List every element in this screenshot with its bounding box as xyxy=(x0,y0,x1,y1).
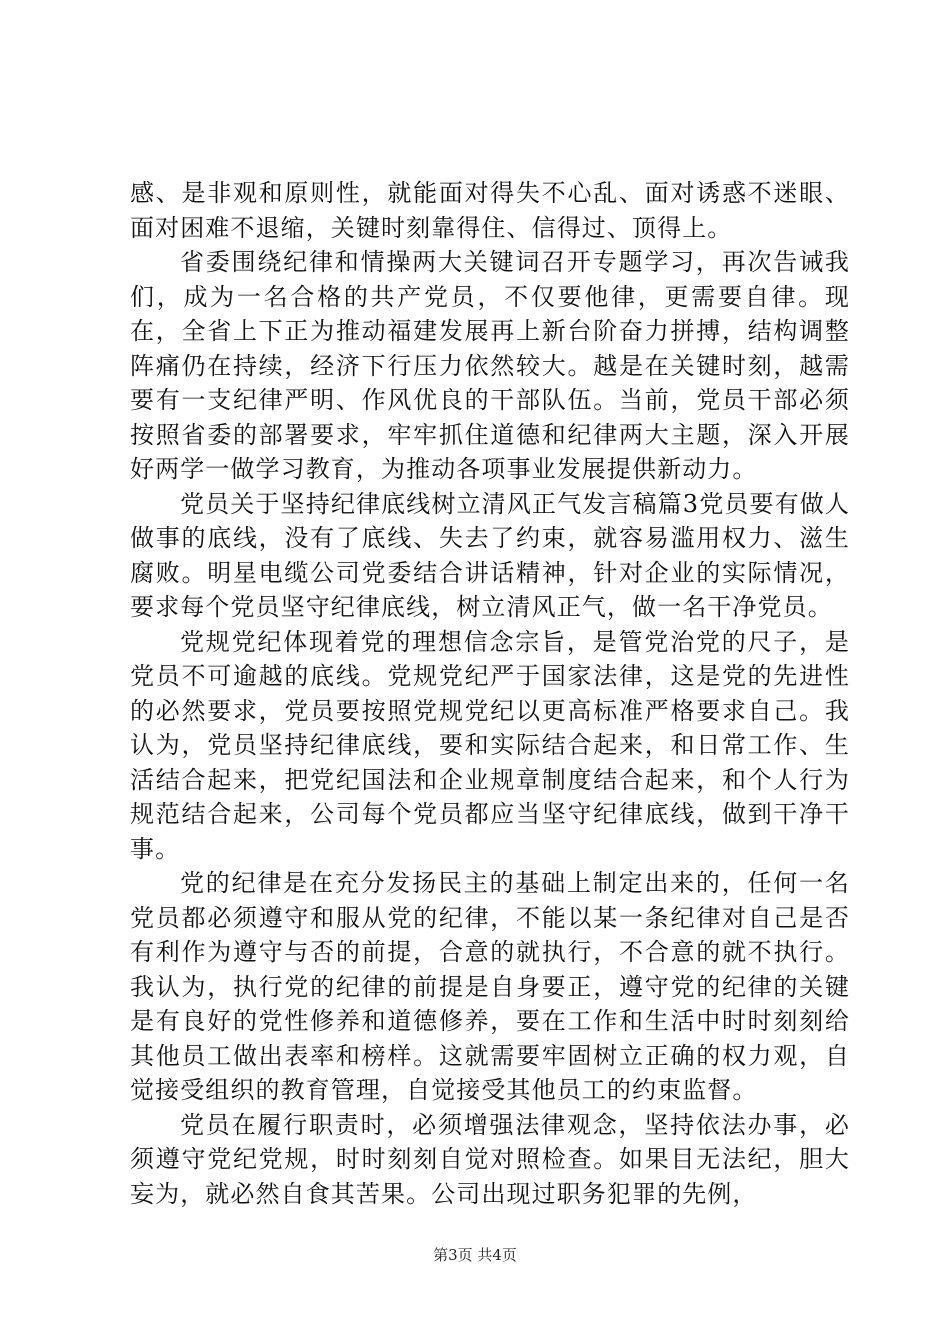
paragraph-continuation: 感、是非观和原则性，就能面对得失不心乱、面对诱惑不迷眼、面对困难不退缩，关键时刻靠得住、信得过、顶得上。 xyxy=(130,179,850,242)
paragraph: 省委围绕纪律和情操两大关键词召开专题学习，再次告诫我们，成为一名合格的共产党员，不仅要他律，更需要自律。现在，全省上下正为推动福建发展再上新台阶奋力拼搏，结构调整阵痛仍在持续，经济下行压力依然较大。越是在关键时刻，越需要有一支纪律严明、作风优良的干部队伍。当前，党员干部必须按照省委的部署要求，牢牢抓住道德和纪律两大主题，深入开展好两学一做学习教育，为推动各项事业发展提供新动力。 xyxy=(130,248,850,483)
paragraph: 党员关于坚持纪律底线树立清风正气发言稿篇3党员要有做人做事的底线，没有了底线、失去了约束，就容易滥用权力、滋生腐败。明星电缆公司党委结合讲话精神，针对企业的实际情况，要求每个党员坚守纪律底线，树立清风正气，做一名干净党员。 xyxy=(130,489,850,621)
paragraph: 党的纪律是在充分发扬民主的基础上制定出来的，任何一名党员都必须遵守和服从党的纪律，不能以某一条纪律对自己是否有利作为遵守与否的前提，合意的就执行，不合意的就不执行。我认为，执行党的纪律的前提是自身要正，遵守党的纪律的关键是有良好的党性修养和道德修养，要在工作和生活中时时刻刻给其他员工做出表率和榜样。这就需要牢固树立正确的权力观，自觉接受组织的教育管理，自觉接受其他员工的约束监督。 xyxy=(130,869,850,1104)
document-body xyxy=(130,176,850,1211)
paragraph: 党规党纪体现着党的理想信念宗旨，是管党治党的尺子，是党员不可逾越的底线。党规党纪严于国家法律，这是党的先进性的必然要求，党员要按照党规党纪以更高标准严格要求自己。我认为，党员坚持纪律底线，要和实际结合起来，和日常工作、生活结合起来，把党纪国法和企业规章制度结合起来，和个人行为规范结合起来，公司每个党员都应当坚守纪律底线，做到干净干事。 xyxy=(130,627,850,863)
page-footer: 第3页 共4页 xyxy=(433,1246,517,1264)
paragraph: 党员在履行职责时，必须增强法律观念，坚持依法办事，必须遵守党纪党规，时时刻刻自觉对照检查。如果目无法纪，胆大妄为，就必然自食其苦果。公司出现过职务犯罪的先例， xyxy=(130,1110,850,1208)
